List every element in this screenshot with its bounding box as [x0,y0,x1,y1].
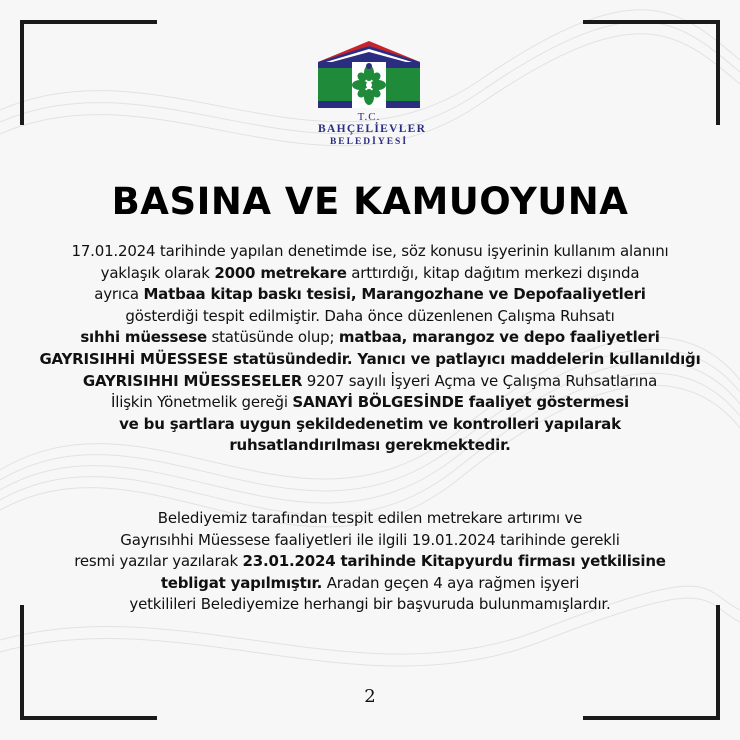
bold-text-run: Matbaa kitap baskı tesisi, Marangozhane ve Depofaaliyetleri [143,285,646,304]
text-line [10,263,730,285]
text-line [10,306,730,328]
bold-text-run: sıhhi müessese [80,328,207,347]
text-run: Gayrısıhhi Müessese faaliyetleri ile ilgili 19.01.2024 tarihinde gerekli [120,530,620,549]
text-run: gösterdiği tespit edilmiştir. Daha önce düzenlenen Çalışma Ruhsatı [125,306,615,325]
text-run: arttırdığı, kitap dağıtım merkezi dışında [346,263,640,282]
bold-text-run: matbaa, marangoz ve depo faaliyetleri [338,328,660,347]
text-line [10,327,730,349]
text-run: İlişkin Yönetmelik gereği [111,393,293,412]
municipality-emblem-icon [318,40,420,108]
page-title: BASINA VE KAMUOYUNA [111,180,629,223]
bold-text-run: ve bu şartlara uygun şekildedenetim ve kontrolleri yapılarak [119,414,621,433]
municipality-logo [318,40,427,148]
bold-text-run: GAYRISIHHİ MÜESSESE statüsündedir. Yanıcı ve patlayıcı maddelerin kullanıldığı [39,349,701,368]
bold-text-run: GAYRISIHHI MÜESSESELER [82,371,303,390]
text-line [10,508,730,530]
text-run: Belediyemiz tarafından tespit edilen metrekare artırımı ve [157,509,583,527]
bold-text-run: 2000 metrekare [214,263,347,282]
text-line [10,530,730,552]
text-line [10,241,730,263]
text-line [10,551,730,573]
corner-frame-top-right [583,20,720,125]
text-run: 9207 sayılı İşyeri Açma ve Çalışma Ruhsatlarına [302,371,658,390]
text-line [10,414,730,436]
text-run: 17.01.2024 tarihinde yapılan denetimde ise, söz konusu işyerinin kullanım alanını [71,242,669,260]
text-line [10,349,730,371]
text-run: ayrıca [94,285,144,304]
statement-paragraph-2 [10,508,730,616]
text-line [10,284,730,306]
corner-frame-top-left [20,20,157,125]
logo-tc-text: T.C. [357,111,381,123]
text-line [10,371,730,393]
text-run: Aradan geçen 4 aya rağmen işyeri [322,573,580,592]
text-line [10,435,730,457]
bold-text-run: tebligat yapılmıştır. [160,573,323,592]
bold-text-run: SANAYİ BÖLGESİNDE faaliyet göstermesi [292,393,629,412]
text-line [10,594,730,616]
text-run: yetkilileri Belediyemize herhangi bir başvuruda bulunmamışlardır. [129,595,611,614]
statement-paragraph-1 [10,241,730,457]
page-number: 2 [364,686,376,707]
logo-municipality-name: BAHÇELİEVLER [318,123,427,135]
text-run: yaklaşık olarak [100,263,215,282]
text-line [10,392,730,414]
bold-text-run: ruhsatlandırılması gerekmektedir. [229,436,511,455]
text-line [10,573,730,595]
bold-text-run: 23.01.2024 tarihinde Kitapyurdu firması yetkilisine [242,552,666,571]
text-run: resmi yazılar yazılarak [74,552,243,571]
text-run: statüsünde olup; [206,328,339,347]
logo-belediyesi-text: BELEDİYESİ [329,137,409,147]
